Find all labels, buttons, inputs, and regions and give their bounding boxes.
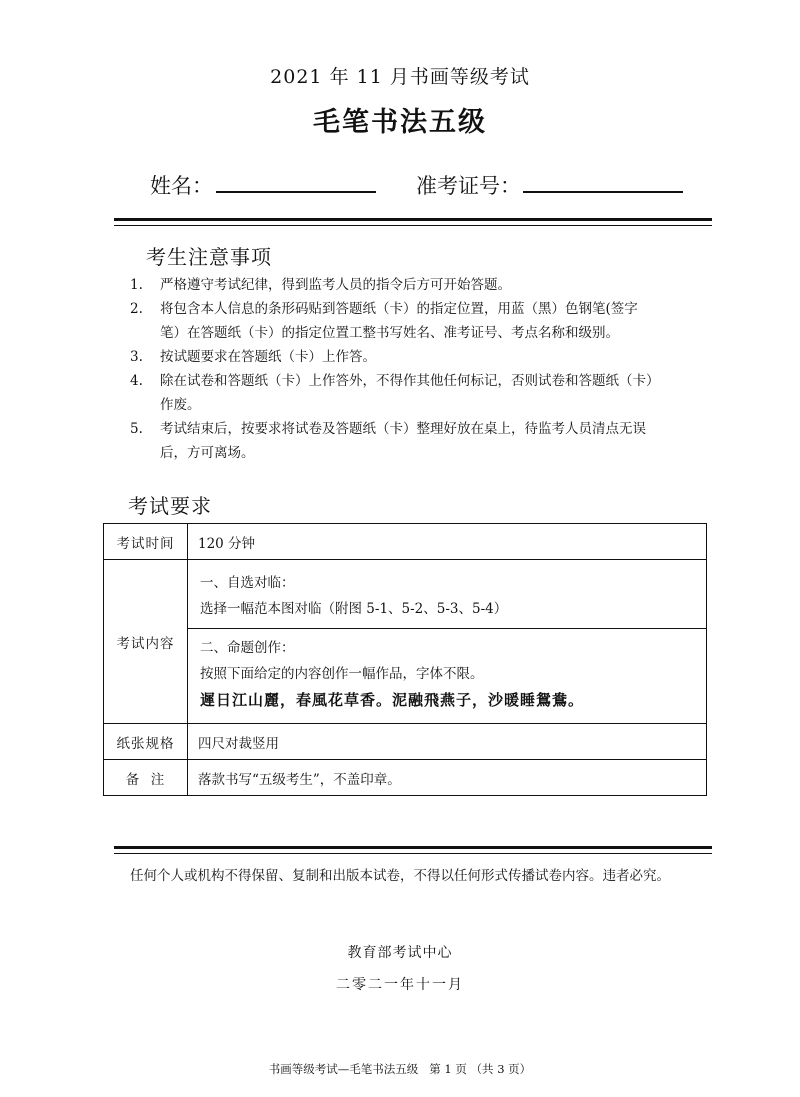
exam-title: 2021 年 11 月书画等级考试 xyxy=(270,66,530,88)
exam-subtitle: 毛笔书法五级 xyxy=(313,107,487,138)
content-cell xyxy=(188,560,707,724)
part1 xyxy=(188,564,706,629)
name-field[interactable] xyxy=(216,191,376,193)
notice-item xyxy=(130,297,700,345)
notice-item-text: 考试结束后，按要求将试卷及答题纸（卡）整理好放在桌上，待监考人员清点无误 xyxy=(160,421,646,437)
time-value: 120 分钟 xyxy=(188,524,707,560)
paper-label: 纸张规格 xyxy=(104,724,188,760)
id-label: 准考证号： xyxy=(416,174,521,198)
notice-item-text: 将包含本人信息的条形码贴到答题纸（卡）的指定位置，用蓝（黑）色钢笔(签字 xyxy=(160,301,638,317)
notice-item-text: 按试题要求在答题纸（卡）上作答。 xyxy=(160,349,376,365)
notice-item xyxy=(130,369,700,417)
table-row xyxy=(104,760,707,796)
divider-bottom xyxy=(114,846,712,849)
notice-item-text: 后，方可离场。 xyxy=(160,445,255,461)
table-row xyxy=(104,560,707,724)
notice-heading: 考生注意事项 xyxy=(146,245,272,269)
part1-text: 选择一幅范本图对临（附图 5-1、5-2、5-3、5-4） xyxy=(200,601,508,617)
requirements-table xyxy=(103,523,707,796)
issue-date: 二零二一年十一月 xyxy=(336,977,464,993)
page-footer: 书画等级考试—毛笔书法五级 第 1 页 （共 3 页） xyxy=(268,1062,532,1076)
notice-item-text: 严格遵守考试纪律，得到监考人员的指令后方可开始答题。 xyxy=(160,277,511,293)
notice-item-number: 5. xyxy=(130,421,143,437)
notice-item-number: 3. xyxy=(130,349,143,365)
part2-title: 二、命题创作： xyxy=(200,640,295,656)
paper-value: 四尺对裁竖用 xyxy=(188,724,707,760)
notice-list xyxy=(130,273,700,465)
notice-item xyxy=(130,417,700,465)
part1-title: 一、自选对临： xyxy=(200,575,295,591)
notice-item-number: 2. xyxy=(130,301,143,317)
notice-item-text: 除在试卷和答题纸（卡）上作答外，不得作其他任何标记，否则试卷和答题纸（卡） xyxy=(160,373,660,389)
remark-label: 备 注 xyxy=(104,760,188,796)
name-label: 姓名： xyxy=(150,174,213,198)
table-row xyxy=(104,724,707,760)
notice-item-text: 笔）在答题纸（卡）的指定位置工整书写姓名、准考证号、考点名称和级别。 xyxy=(160,325,619,341)
notice-item-text: 作废。 xyxy=(160,397,201,413)
content-label: 考试内容 xyxy=(104,560,188,724)
notice-item xyxy=(130,273,700,297)
legal-notice: 任何个人或机构不得保留、复制和出版本试卷，不得以任何形式传播试卷内容。违者必究。 xyxy=(130,868,670,884)
issuer-org: 教育部考试中心 xyxy=(347,945,453,961)
divider-top-thin xyxy=(114,225,712,226)
part2-text: 按照下面给定的内容创作一幅作品，字体不限。 xyxy=(200,666,484,682)
notice-item-number: 4. xyxy=(130,373,143,389)
requirements-heading: 考试要求 xyxy=(128,494,212,518)
poem-text: 遲日江山麗，春風花草香。泥融飛燕子，沙暖睡鴛鴦。 xyxy=(200,691,585,709)
table-row xyxy=(104,524,707,560)
notice-item xyxy=(130,345,700,369)
part2 xyxy=(188,629,706,719)
remark-value: 落款书写“五级考生”，不盖印章。 xyxy=(188,760,707,796)
id-field[interactable] xyxy=(523,191,683,193)
time-label: 考试时间 xyxy=(104,524,188,560)
divider-top xyxy=(114,218,712,221)
divider-bottom-thin xyxy=(114,853,712,854)
notice-item-number: 1. xyxy=(130,277,143,293)
